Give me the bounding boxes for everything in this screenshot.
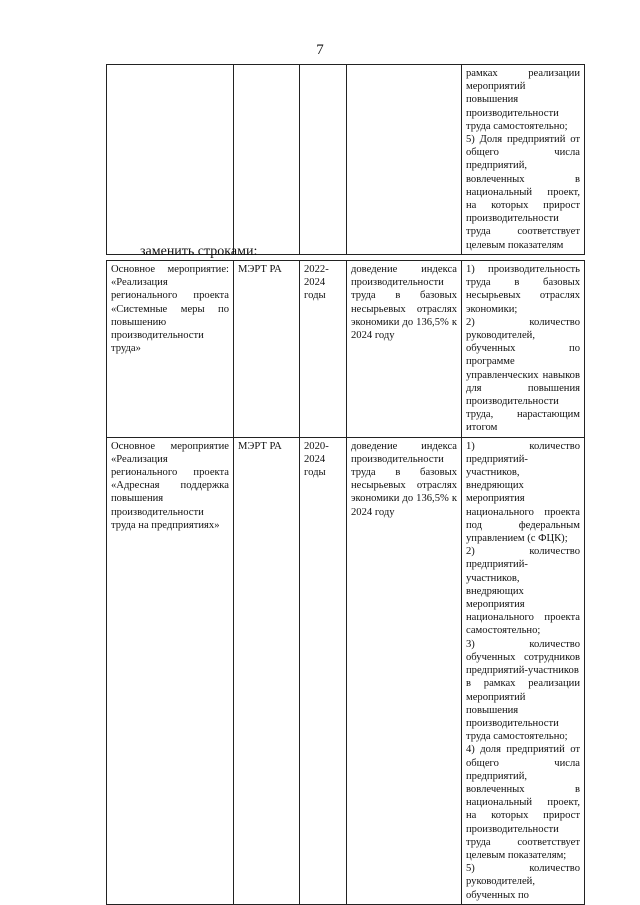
indicator-item: 1) производительность труда в базовых несырьевых отраслях экономики;	[466, 264, 580, 315]
indicators-cell	[462, 437, 585, 904]
table-row	[107, 65, 585, 255]
indicator-item: 1) количество предприятий-участников, внедряющих мероприятия национального проекта под федеральным управлением (с ФЦК);	[466, 440, 580, 545]
executor-cell: МЭРТ РА	[234, 437, 300, 904]
indicators-cell	[462, 65, 585, 255]
result-cell: доведение индекса производительности труда в базовых несырьевых отраслях экономики до 136,5% к 2024 году	[347, 437, 462, 904]
indicator-item: 2) количество предприятий-участников, внедряющих мероприятия национального проекта самостоятельно;	[466, 546, 580, 637]
indicator-item: 3) количество обученных сотрудников предприятий-участников в рамках реализации мероприятий повышения производительности труда самостоятельно;	[466, 638, 580, 743]
executor-cell	[234, 65, 300, 255]
indicator-item: 2) количество руководителей, обученных по программе управленческих навыков для повышения производительности труда, нарастающим итогом	[466, 316, 580, 434]
table-row	[107, 261, 585, 438]
replacement-table	[106, 260, 585, 905]
indicator-item: рамках реализации мероприятий повышения производительности труда самостоятельно;	[466, 68, 580, 132]
indicator-item: 4) доля предприятий от общего числа предприятий, вовлеченных в национальный проект, на которых прирост производительности труда соответствует целевым показателям;	[466, 744, 580, 861]
indicator-item: 5) количество руководителей, обученных по	[466, 863, 580, 901]
executor-cell: МЭРТ РА	[234, 261, 300, 438]
period-cell: 2020-2024 годы	[300, 437, 347, 904]
period-cell	[300, 65, 347, 255]
result-cell	[347, 65, 462, 255]
continued-table	[106, 64, 585, 255]
page-number: 7	[316, 42, 324, 58]
result-cell: доведение индекса производительности труда в базовых несырьевых отраслях экономики до 136,5% к 2024 году	[347, 261, 462, 438]
table-row	[107, 437, 585, 904]
replace-label: заменить строками:	[140, 244, 258, 259]
period-cell: 2022-2024 годы	[300, 261, 347, 438]
measure-cell	[107, 65, 234, 255]
measure-cell: Основное мероприятие: «Реализация регионального проекта «Системные меры по повышению производительности труда»	[107, 261, 234, 438]
indicator-item: 5) Доля предприятий от общего числа предприятий, вовлеченных в национальный проект, на которых прирост производительности труда соответствует целевым показателям	[466, 134, 580, 251]
indicators-cell	[462, 261, 585, 438]
measure-cell: Основное мероприятие «Реализация регионального проекта «Адресная поддержка повышения производительности труда на предприятиях»	[107, 437, 234, 904]
